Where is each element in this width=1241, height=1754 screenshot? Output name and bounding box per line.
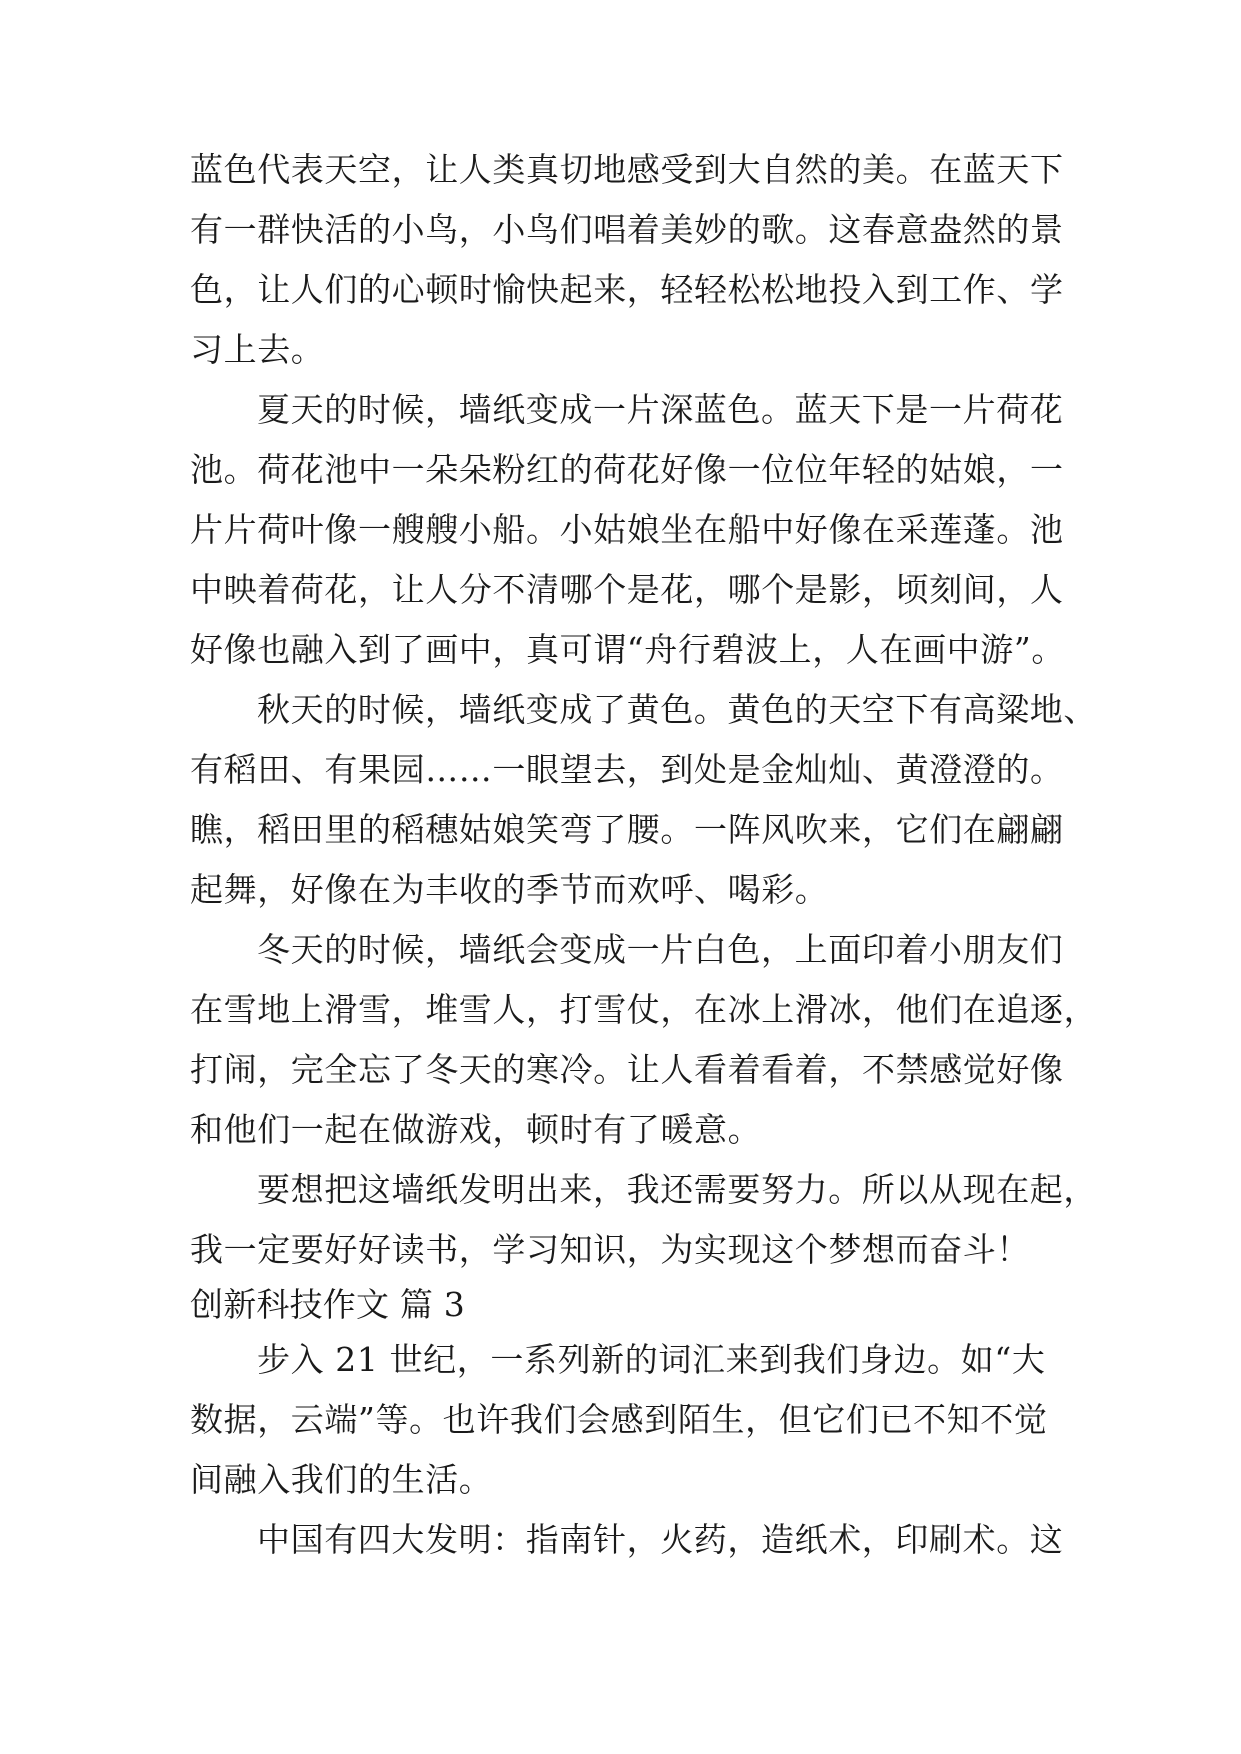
paragraph-first-line: 步入 21 世纪，一系列新的词汇来到我们身边。如“大 xyxy=(257,1340,1046,1379)
paragraph-line: 和他们一起在做游戏，顿时有了暖意。 xyxy=(190,1110,762,1149)
paragraph-line: 有稻田、有果园……一眼望去，到处是金灿灿、黄澄澄的。 xyxy=(190,750,1064,789)
paragraph-line: 间融入我们的生活。 xyxy=(190,1460,493,1499)
paragraph-line: 起舞，好像在为丰收的季节而欢呼、喝彩。 xyxy=(190,870,829,909)
paragraph-line: 我一定要好好读书，学习知识，为实现这个梦想而奋斗！ xyxy=(190,1230,1030,1269)
paragraph-line: 色，让人们的心顿时愉快起来，轻轻松松地投入到工作、学 xyxy=(190,270,1064,309)
paragraph-line: 打闹，完全忘了冬天的寒冷。让人看着看着，不禁感觉好像 xyxy=(190,1050,1064,1089)
paragraph-line: 中映着荷花，让人分不清哪个是花，哪个是影，顷刻间，人 xyxy=(190,570,1064,609)
paragraph-first-line: 秋天的时候，墙纸变成了黄色。黄色的天空下有高粱地、 xyxy=(257,690,1097,729)
section-heading: 创新科技作文 篇 3 xyxy=(190,1285,465,1324)
paragraph-first-line: 冬天的时候，墙纸会变成一片白色，上面印着小朋友们 xyxy=(257,930,1064,969)
paragraph-line: 在雪地上滑雪，堆雪人，打雪仗，在冰上滑冰，他们在追逐， xyxy=(190,990,1098,1029)
paragraph-line: 池。荷花池中一朵朵粉红的荷花好像一位位年轻的姑娘，一 xyxy=(190,450,1064,489)
paragraph-first-line: 中国有四大发明：指南针，火药，造纸术，印刷术。这 xyxy=(257,1520,1064,1559)
paragraph-line: 片片荷叶像一艘艘小船。小姑娘坐在船中好像在采莲蓬。池 xyxy=(190,510,1064,549)
paragraph-line: 数据，云端”等。也许我们会感到陌生，但它们已不知不觉 xyxy=(190,1400,1048,1439)
paragraph-first-line: 夏天的时候，墙纸变成一片深蓝色。蓝天下是一片荷花 xyxy=(257,390,1064,429)
paragraph-first-line: 要想把这墙纸发明出来，我还需要努力。所以从现在起， xyxy=(257,1170,1097,1209)
paragraph-line: 好像也融入到了画中，真可谓“舟行碧波上，人在画中游”。 xyxy=(190,630,1065,669)
paragraph-line: 瞧，稻田里的稻穗姑娘笑弯了腰。一阵风吹来，它们在翩翩 xyxy=(190,810,1064,849)
paragraph-line: 有一群快活的小鸟，小鸟们唱着美妙的歌。这春意盎然的景 xyxy=(190,210,1064,249)
paragraph-line: 蓝色代表天空，让人类真切地感受到大自然的美。在蓝天下 xyxy=(190,150,1064,189)
paragraph-line: 习上去。 xyxy=(190,330,325,369)
